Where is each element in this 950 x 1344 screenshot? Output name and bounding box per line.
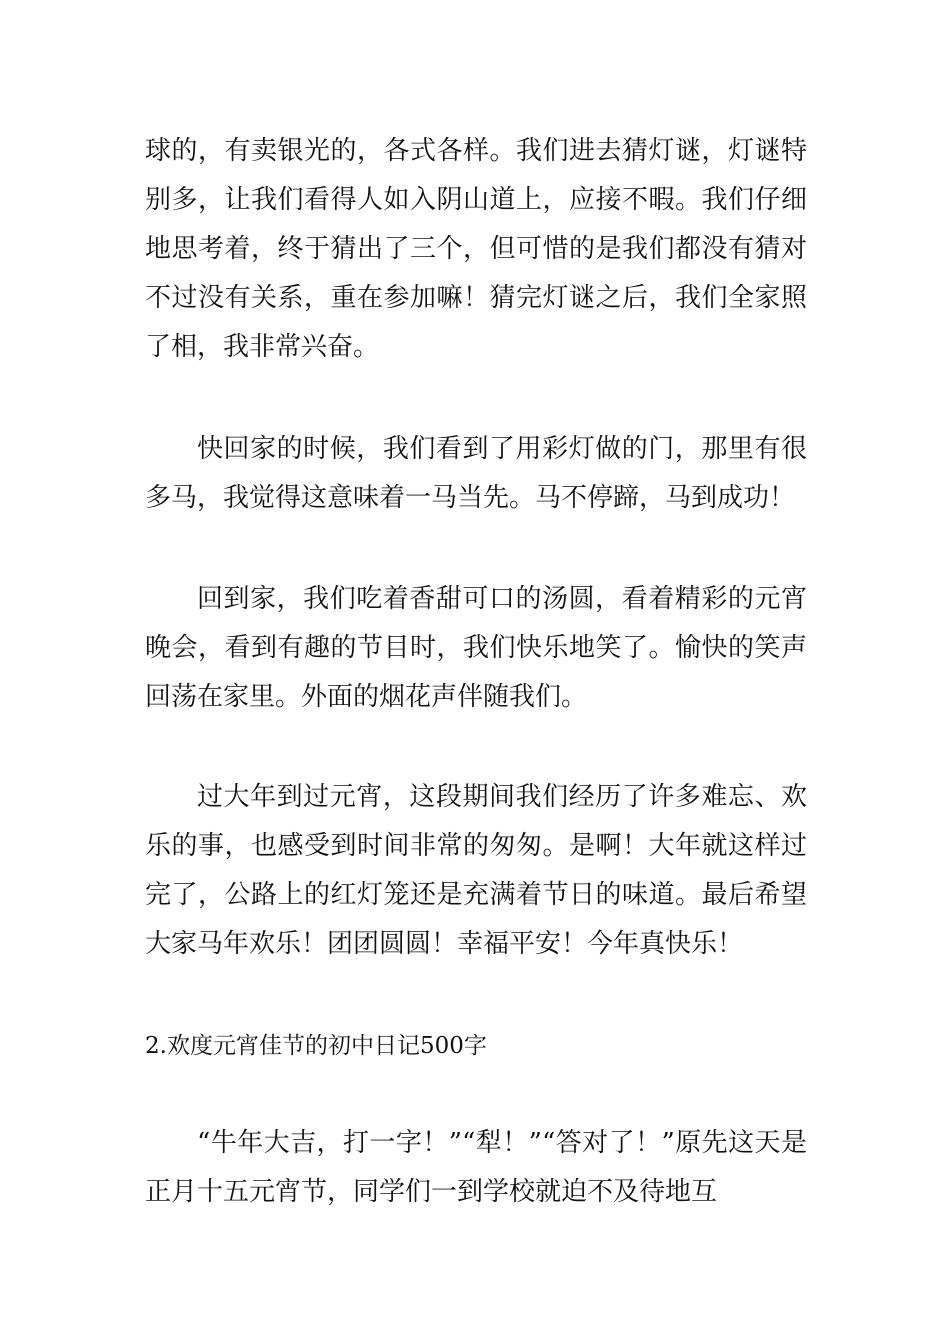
paragraph-5: [145, 1119, 807, 1217]
paragraph-1: [145, 127, 807, 372]
section-heading-block: [145, 1022, 807, 1071]
paragraph-3: [145, 575, 807, 722]
paragraph-2: [145, 425, 807, 523]
paragraph-4: [145, 773, 807, 969]
paragraph-text: 球的，有卖银光的，各式各样。我们进去猜灯谜，灯谜特别多，让我们看得人如入阴山道上，应接不暇。我们仔细地思考着，终于猜出了三个，但可惜的是我们都没有猜对不过没有关系，重在参加嘛！猜完灯谜之后，我们全家照了相，我非常兴奋。: [145, 136, 807, 362]
paragraph-text: 快回家的时候，我们看到了用彩灯做的门，那里有很多马，我觉得这意味着一马当先。马不停蹄，马到成功！: [145, 434, 807, 513]
paragraph-text: 回到家，我们吃着香甜可口的汤圆，看着精彩的元宵晚会，看到有趣的节目时，我们快乐地笑了。愉快的笑声回荡在家里。外面的烟花声伴随我们。: [145, 584, 807, 712]
paragraph-text: 过大年到过元宵，这段期间我们经历了许多难忘、欢乐的事，也感受到时间非常的匆匆。是啊！大年就这样过完了，公路上的红灯笼还是充满着节日的味道。最后希望大家马年欢乐！团团圆圆！幸福平安！今年真快乐！: [145, 782, 807, 959]
section-heading: 2.欢度元宵佳节的初中日记500字: [145, 1033, 487, 1059]
paragraph-text: “牛年大吉，打一字！”“犁！”“答对了！”原先这天是正月十五元宵节，同学们一到学校就迫不及待地互: [145, 1128, 807, 1207]
